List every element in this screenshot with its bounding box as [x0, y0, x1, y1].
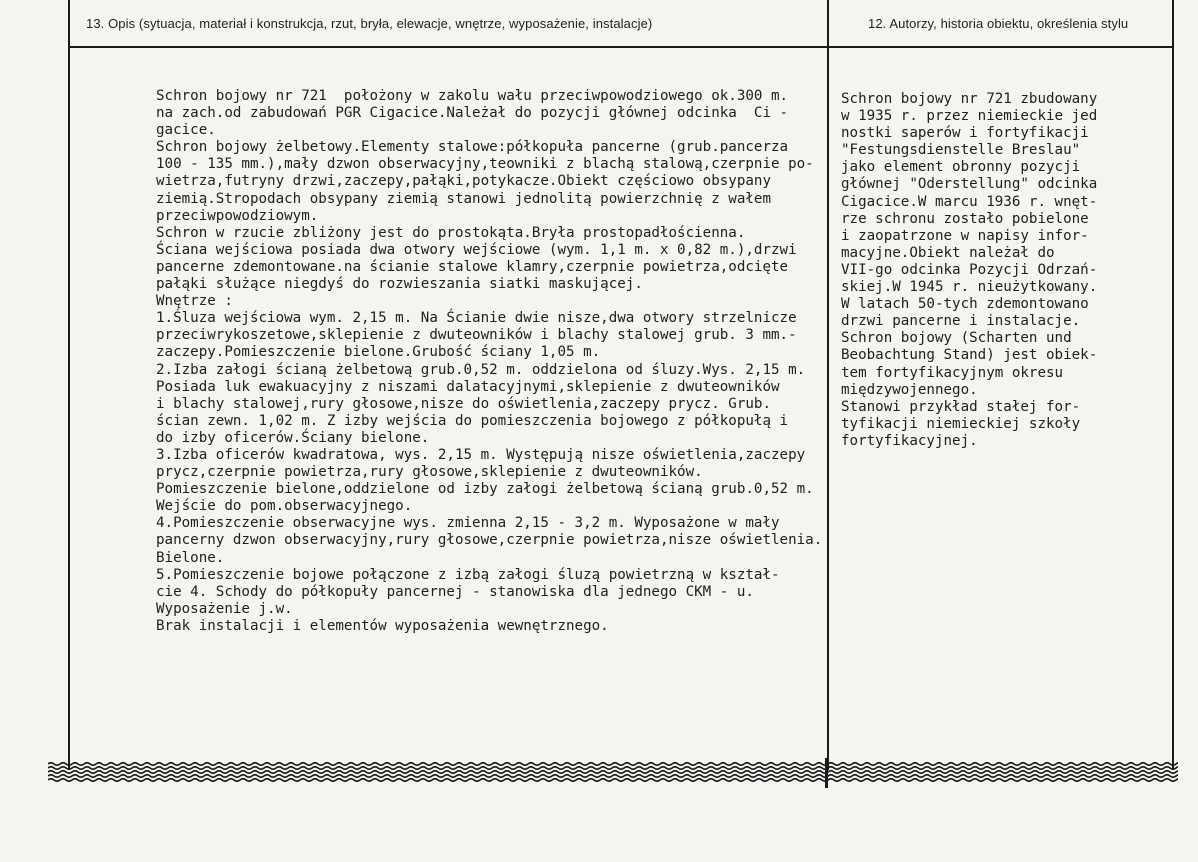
- description-line: Wejście do pom.obserwacyjnego.: [156, 498, 413, 515]
- history-line: Stanowi przykład stałej for-: [841, 398, 1081, 415]
- history-line: tem fortyfikacyjnym okresu: [841, 364, 1064, 381]
- description-line: Wnętrze :: [156, 293, 233, 310]
- history-section-title: 12. Autorzy, historia obiektu, określenia stylu: [868, 16, 1129, 31]
- column-divider: [827, 0, 829, 770]
- description-line: ziemią.Stropodach obsypany ziemią stanowi jednolitą powierzchnię z wałem: [156, 190, 771, 207]
- history-line: jako element obronny pozycji: [841, 159, 1081, 176]
- history-line: macyjne.Obiekt należał do: [841, 244, 1055, 261]
- description-text-block: [156, 88, 822, 635]
- description-line: Schron bojowy nr 721 położony w zakolu wału przeciwpowodziowego ok.300 m.: [156, 88, 789, 104]
- description-line: Brak instalacji i elementów wyposażenia wewnętrznego.: [156, 617, 609, 634]
- header-divider: [68, 46, 1174, 48]
- history-line: skiej.W 1945 r. nieużytkowany.: [841, 279, 1098, 296]
- history-line: VII-go odcinka Pozycji Odrzań-: [841, 261, 1098, 278]
- description-line: cie 4. Schody do półkopuły pancernej - stanowiska dla jednego CKM - u.: [156, 583, 754, 600]
- description-line: Wyposażenie j.w.: [156, 600, 293, 617]
- history-text-block: [841, 91, 1097, 450]
- history-line: Beobachtung Stand) jest obiek-: [841, 347, 1098, 364]
- wavy-border-decoration: [48, 758, 1178, 788]
- history-line: i zaopatrzone w napisy infor-: [841, 227, 1089, 244]
- description-line: 4.Pomieszczenie obserwacyjne wys. zmienna 2,15 - 3,2 m. Wyposażone w mały: [156, 515, 780, 532]
- description-line: pancerny dzwon obserwacyjny,rury głosowe,czerpnie powietrza,nisze oświetlenia.: [156, 532, 823, 549]
- description-line: prycz,czerpnie powietrza,rury głosowe,sklepienie z dwuteowników.: [156, 464, 703, 481]
- history-line: głównej "Oderstellung" odcinka: [841, 176, 1098, 193]
- description-line: Ściana wejściowa posiada dwa otwory wejściowe (wym. 1,1 m. x 0,82 m.),drzwi: [156, 241, 797, 258]
- history-line: Schron bojowy nr 721 zbudowany: [841, 91, 1098, 107]
- description-line: pałąki służące niegdyś do rozwieszania siatki maskującej.: [156, 276, 643, 293]
- description-line: Schron bojowy żelbetowy.Elementy stalowe:półkopuła pancerne (grub.pancerza: [156, 139, 789, 156]
- history-line: tyfikacji niemieckiej szkoły: [841, 415, 1081, 432]
- description-line: i blachy stalowej,rury głosowe,nisze do oświetlenia,zaczepy prycz. Grub.: [156, 395, 771, 412]
- history-line: nostki saperów i fortyfikacji: [841, 125, 1089, 142]
- description-line: ścian zewn. 1,02 m. Z izby wejścia do pomieszczenia bojowego z półkopułą i: [156, 412, 789, 429]
- description-line: Pomieszczenie bielone,oddzielone od izby załogi żelbetową ścianą grub.0,52 m.: [156, 481, 814, 498]
- history-line: w 1935 r. przez niemieckie jed: [841, 108, 1098, 125]
- frame-left-border: [68, 0, 70, 770]
- history-line: drzwi pancerne i instalacje.: [841, 313, 1081, 330]
- description-line: zaczepy.Pomieszczenie bielone.Grubość ściany 1,05 m.: [156, 344, 601, 361]
- description-line: przeciwpowodziowym.: [156, 207, 319, 224]
- description-line: Bielone.: [156, 549, 225, 566]
- history-line: międzywojennego.: [841, 381, 978, 398]
- description-line: wietrza,futryny drzwi,zaczepy,pałąki,potykacze.Obiekt częściowo obsypany: [156, 173, 771, 190]
- history-line: W latach 50-tych zdemontowano: [841, 296, 1089, 313]
- description-line: na zach.od zabudowań PGR Cigacice.Należał do pozycji głównej odcinka Ci -: [156, 105, 789, 122]
- description-line: przeciwrykoszetowe,sklepienie z dwuteowników i blachy stalowej grub. 3 mm.-: [156, 327, 797, 344]
- description-line: 5.Pomieszczenie bojowe połączone z izbą załogi śluzą powietrzną w kształ-: [156, 566, 780, 583]
- description-line: 3.Izba oficerów kwadratowa, wys. 2,15 m. Występują nisze oświetlenia,zaczepy: [156, 446, 806, 463]
- description-line: do izby oficerów.Ściany bielone.: [156, 429, 430, 446]
- description-section-title: 13. Opis (sytuacja, materiał i konstrukcja, rzut, bryła, elewacje, wnętrze, wyposażenie, instalacje): [86, 16, 653, 31]
- description-line: 100 - 135 mm.),mały dzwon obserwacyjny,teowniki z blachą stalową,czerpnie po-: [156, 156, 814, 173]
- description-line: pancerne zdemontowane.na ścianie stalowe klamry,czerpnie powietrza,odcięte: [156, 258, 789, 275]
- frame-right-border: [1172, 0, 1174, 770]
- description-line: gacice.: [156, 122, 216, 139]
- description-line: Posiada luk ewakuacyjny z niszami dalatacyjnymi,sklepienie z dwuteowników: [156, 378, 780, 395]
- description-line: 1.Śluza wejściowa wym. 2,15 m. Na Ścianie dwie nisze,dwa otwory strzelnicze: [156, 310, 797, 327]
- history-line: "Festungsdienstelle Breslau": [841, 142, 1081, 159]
- history-line: fortyfikacyjnej.: [841, 432, 978, 449]
- history-line: Schron bojowy (Scharten und: [841, 330, 1072, 347]
- history-line: Cigacice.W marcu 1936 r. wnęt-: [841, 193, 1098, 210]
- description-line: 2.Izba załogi ścianą żelbetową grub.0,52 m. oddzielona od śluzy.Wys. 2,15 m.: [156, 361, 806, 378]
- history-line: rze schronu zostało pobielone: [841, 210, 1089, 227]
- description-line: Schron w rzucie zbliżony jest do prostokąta.Bryła prostopadłościenna.: [156, 224, 746, 241]
